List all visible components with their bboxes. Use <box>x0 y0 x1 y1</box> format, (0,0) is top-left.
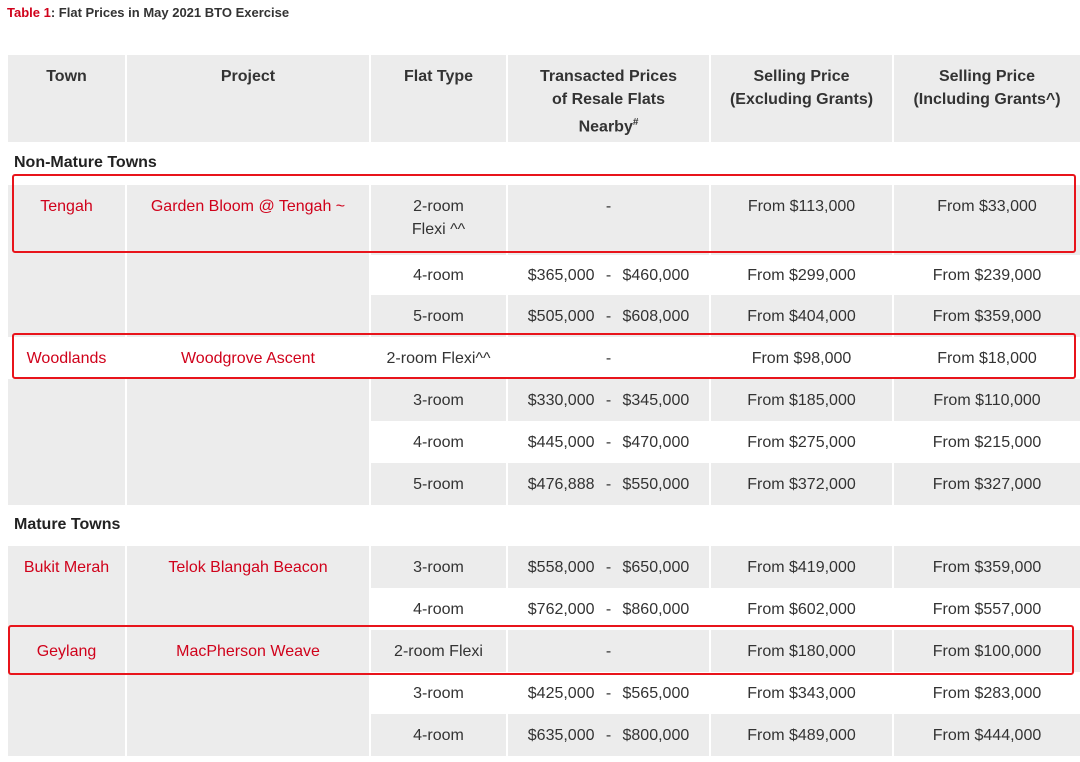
cell-town <box>8 421 127 463</box>
cell-project: MacPherson Weave <box>127 630 371 672</box>
table-row <box>8 185 1080 255</box>
table-row <box>8 255 1080 295</box>
header-selling-excl-line2: (Excluding Grants) <box>729 91 874 108</box>
cell-flat-type: 5-room <box>371 295 508 337</box>
table-caption <box>7 5 289 20</box>
cell-selling-excl: From $343,000 <box>711 672 894 714</box>
cell-project: Garden Bloom @ Tengah ~ <box>127 185 371 255</box>
cell-transacted <box>508 379 711 421</box>
cell-transacted <box>508 672 711 714</box>
cell-selling-incl: From $359,000 <box>894 295 1080 337</box>
cell-selling-incl: From $100,000 <box>894 630 1080 672</box>
cell-project <box>127 672 371 714</box>
cell-transacted: - <box>508 337 711 379</box>
header-transacted-sup: # <box>632 117 639 128</box>
cell-town <box>8 255 127 295</box>
cell-flat-type: 3-room <box>371 672 508 714</box>
cell-transacted <box>508 295 711 337</box>
cell-flat-type: 4-room <box>371 255 508 295</box>
header-transacted-prices <box>508 55 711 142</box>
table-row <box>8 337 1080 379</box>
cell-selling-excl: From $98,000 <box>711 337 894 379</box>
cell-flat-type: 3-room <box>371 546 508 588</box>
range-dash: - <box>605 475 612 493</box>
cell-flat-type-line1: 2-room <box>413 198 464 215</box>
cell-transacted <box>508 255 711 295</box>
cell-town <box>8 379 127 421</box>
cell-project <box>127 379 371 421</box>
caption-title: : Flat Prices in May 2021 BTO Exercise <box>50 5 290 20</box>
range-high: $460,000 <box>622 266 690 284</box>
cell-project: Woodgrove Ascent <box>127 337 371 379</box>
header-transacted-line3: Nearby <box>578 118 633 136</box>
cell-selling-excl: From $275,000 <box>711 421 894 463</box>
cell-flat-type: 4-room <box>371 421 508 463</box>
range-high: $550,000 <box>622 475 690 493</box>
range-low: $445,000 <box>527 433 595 451</box>
header-flat-type: Flat Type <box>371 55 508 142</box>
range-high: $345,000 <box>622 391 690 409</box>
cell-town <box>8 588 127 630</box>
cell-selling-incl: From $283,000 <box>894 672 1080 714</box>
range-low: $476,888 <box>527 475 595 493</box>
cell-flat-type: 2-room Flexi^^ <box>371 337 508 379</box>
header-town: Town <box>8 55 127 142</box>
range-dash: - <box>605 266 612 284</box>
cell-flat-type <box>371 185 508 255</box>
cell-transacted: - <box>508 185 711 255</box>
header-project: Project <box>127 55 371 142</box>
header-selling-incl-line1: Selling Price <box>938 68 1036 85</box>
section-non-mature: Non-Mature Towns <box>14 154 157 171</box>
cell-project <box>127 255 371 295</box>
cell-flat-type: 3-room <box>371 379 508 421</box>
cell-selling-incl: From $239,000 <box>894 255 1080 295</box>
cell-flat-type: 2-room Flexi <box>371 630 508 672</box>
range-dash: - <box>605 391 612 409</box>
table-row <box>8 421 1080 463</box>
cell-selling-excl: From $185,000 <box>711 379 894 421</box>
cell-selling-excl: From $489,000 <box>711 714 894 756</box>
cell-town <box>8 295 127 337</box>
header-selling-incl <box>894 55 1080 142</box>
cell-town: Tengah <box>8 185 127 255</box>
cell-transacted <box>508 546 711 588</box>
cell-selling-incl: From $18,000 <box>894 337 1080 379</box>
range-low: $330,000 <box>527 391 595 409</box>
table-row <box>8 588 1080 630</box>
table-row <box>8 546 1080 588</box>
header-selling-excl-line1: Selling Price <box>753 68 850 85</box>
cell-transacted <box>508 588 711 630</box>
cell-transacted <box>508 463 711 505</box>
cell-selling-incl: From $110,000 <box>894 379 1080 421</box>
section-mature: Mature Towns <box>14 516 121 533</box>
range-high: $860,000 <box>622 600 690 618</box>
cell-town: Bukit Merah <box>8 546 127 588</box>
range-low: $558,000 <box>527 558 595 576</box>
range-dash: - <box>605 307 612 325</box>
cell-selling-excl: From $299,000 <box>711 255 894 295</box>
table-row <box>8 714 1080 756</box>
cell-project <box>127 295 371 337</box>
caption-label: Table 1 <box>7 5 51 20</box>
cell-town <box>8 463 127 505</box>
header-selling-incl-line2: (Including Grants^) <box>913 91 1061 108</box>
table-row <box>8 672 1080 714</box>
range-low: $425,000 <box>527 684 595 702</box>
cell-selling-excl: From $180,000 <box>711 630 894 672</box>
range-high: $565,000 <box>622 684 690 702</box>
cell-town <box>8 672 127 714</box>
cell-selling-incl: From $359,000 <box>894 546 1080 588</box>
cell-town <box>8 714 127 756</box>
cell-selling-excl: From $404,000 <box>711 295 894 337</box>
table-header-row <box>8 55 1080 142</box>
cell-selling-excl: From $419,000 <box>711 546 894 588</box>
cell-transacted <box>508 714 711 756</box>
cell-selling-incl: From $33,000 <box>894 185 1080 255</box>
range-low: $762,000 <box>527 600 595 618</box>
cell-project <box>127 714 371 756</box>
range-high: $470,000 <box>622 433 690 451</box>
cell-transacted <box>508 421 711 463</box>
cell-selling-excl: From $372,000 <box>711 463 894 505</box>
cell-selling-incl: From $215,000 <box>894 421 1080 463</box>
table-row <box>8 295 1080 337</box>
table-row <box>8 379 1080 421</box>
cell-flat-type-line2: Flexi ^^ <box>411 221 466 238</box>
table-row <box>8 630 1080 672</box>
cell-flat-type: 4-room <box>371 714 508 756</box>
range-high: $650,000 <box>622 558 690 576</box>
cell-project <box>127 588 371 630</box>
cell-selling-excl: From $113,000 <box>711 185 894 255</box>
cell-flat-type: 4-room <box>371 588 508 630</box>
cell-town: Geylang <box>8 630 127 672</box>
range-high: $608,000 <box>622 307 690 325</box>
cell-selling-incl: From $327,000 <box>894 463 1080 505</box>
cell-project <box>127 463 371 505</box>
range-dash: - <box>605 433 612 451</box>
range-low: $505,000 <box>527 307 595 325</box>
range-low: $365,000 <box>527 266 595 284</box>
range-dash: - <box>605 600 612 618</box>
cell-project <box>127 421 371 463</box>
range-dash: - <box>605 726 612 744</box>
cell-town: Woodlands <box>8 337 127 379</box>
header-selling-excl <box>711 55 894 142</box>
cell-selling-excl: From $602,000 <box>711 588 894 630</box>
cell-transacted: - <box>508 630 711 672</box>
range-low: $635,000 <box>527 726 595 744</box>
cell-project: Telok Blangah Beacon <box>127 546 371 588</box>
cell-selling-incl: From $557,000 <box>894 588 1080 630</box>
header-transacted-line1: Transacted Prices <box>540 68 677 85</box>
header-transacted-line2: of Resale Flats <box>552 91 665 108</box>
table-row <box>8 463 1080 505</box>
range-dash: - <box>605 558 612 576</box>
range-high: $800,000 <box>622 726 690 744</box>
cell-flat-type: 5-room <box>371 463 508 505</box>
cell-selling-incl: From $444,000 <box>894 714 1080 756</box>
range-dash: - <box>605 684 612 702</box>
